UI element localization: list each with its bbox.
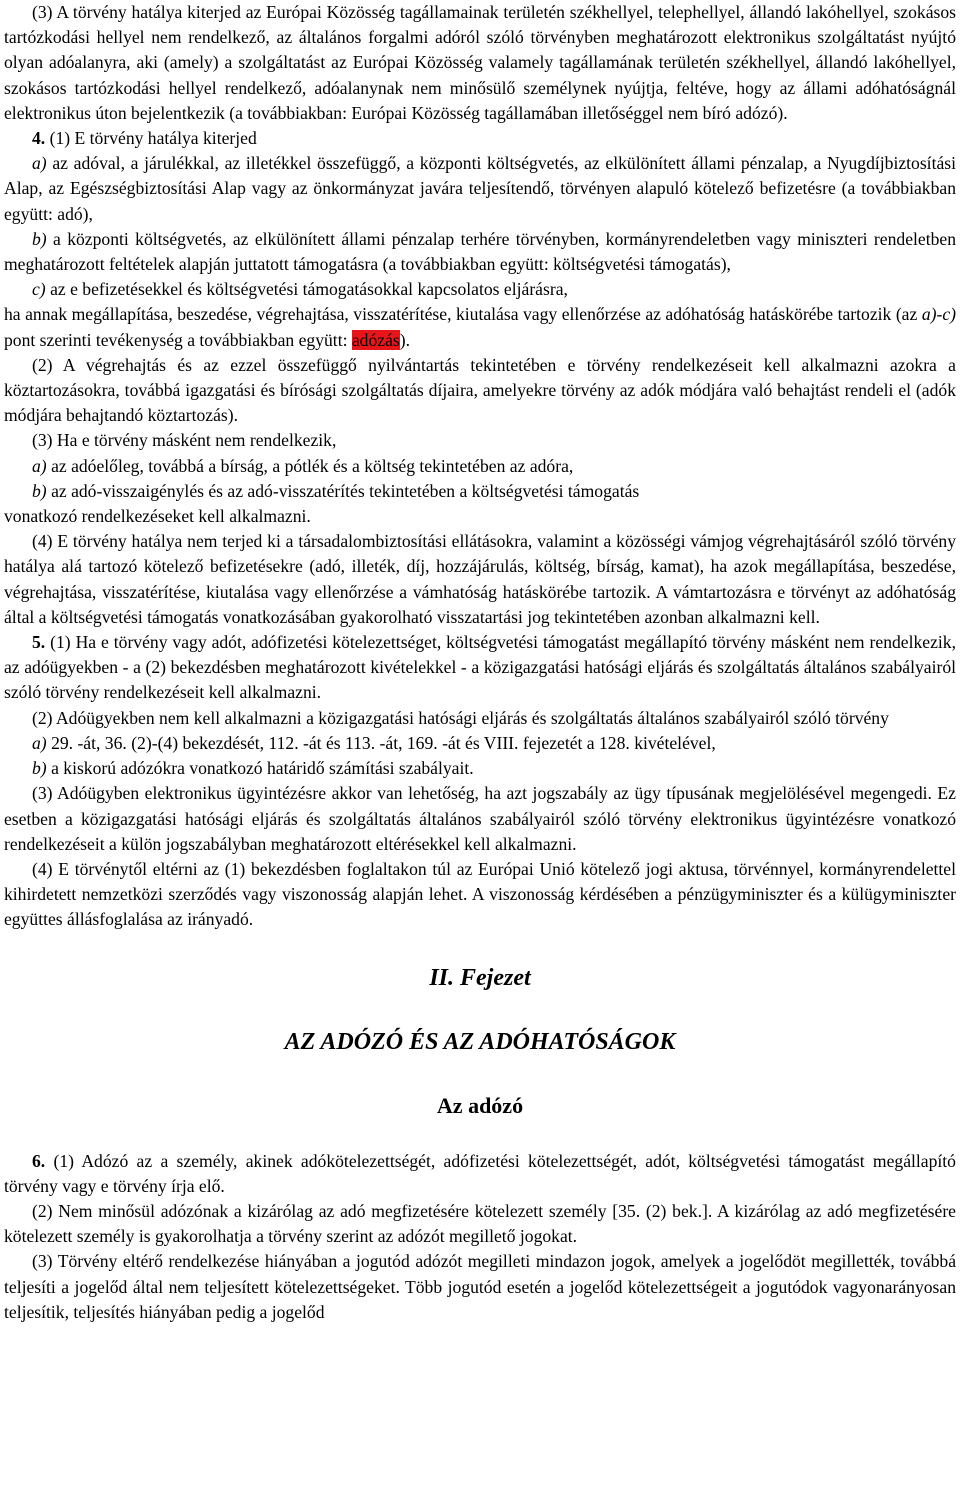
paragraph-s5-3: (3) Adóügyben elektronikus ügyintézésre akkor van lehetőség, ha azt jogszabály az ügy típusának megjelölésével megengedi. Ez esetben a közigazgatási hatósági eljárás és szolgáltatás általános szabályairól szóló törvény elektronikus ügyintézésre vonatkozó rendelkezéseit a külön jogszabályban meghatározott eltérésekkel kell alkalmazni. [4, 783, 956, 854]
section-number: 5. [32, 632, 46, 653]
paragraph-s5-4: (4) E törvénytől eltérni az (1) bekezdésben foglaltakon túl az Európai Unió kötelező jogi aktusa, törvénnyel, kormányrendelettel kihirdetett nemzetközi szerződés vagy viszonosság alapján lehet. A viszonosság kérdésében a pénzügyminiszter és a külügyminiszter együttes állásfoglalása az irányadó. [4, 858, 956, 930]
section-heading: Az adózó [436, 1092, 524, 1118]
chapter-heading: II. Fejezet [429, 964, 531, 991]
paragraph-s6-2: (2) Nem minősül adózónak a kizárólag az adó megfizetésére kötelezett személy [35. (2) bek.]. A kizárólag az adó megfizetésére kötelezett személy is gyakorolhatja a törvény szerint az adózót megillető jogokat. [4, 1200, 956, 1247]
text: (1) Adózó az a személy, akinek adókötelezettségét, adófizetési kötelezettségét, adót, költségvetési támogatást megállapító törvény vagy e törvény írja elő. [4, 1150, 956, 1196]
item-s4-3b [4, 479, 956, 504]
paragraph-s6-1 [4, 1149, 956, 1199]
item-label: b) [32, 758, 47, 779]
section-number: 4. [32, 128, 46, 149]
item-ref: a)-c) [921, 304, 956, 325]
text: az e befizetésekkel és költségvetési támogatásokkal kapcsolatos eljárásra, [50, 279, 568, 300]
text: ha annak megállapítása, beszedése, végrehajtása, visszatérítése, kiutalása vagy ellenőrzése az adóhatóság hatáskörébe tartozik (az [4, 304, 922, 325]
text: a kiskorú adózókra vonatkozó határidő számítási szabályait. [51, 758, 474, 779]
item-label: b) [32, 480, 47, 501]
paragraph-s4-closing [4, 302, 956, 352]
search-highlight: adózás [351, 329, 400, 350]
paragraph-s4-4: (4) E törvény hatálya nem terjed ki a társadalombiztosítási ellátásokra, valamint a közösségi vámjog végrehajtásáról szóló törvény hatálya alá tartozó kötelező befizetésekre (adó, illeték, díj, hozzájárulás, költség, bírság, kamat), ha azok megállapítása, beszedése, végrehajtása, visszatérítése, kiutalása vagy ellenőrzése a vámhatóság hatáskörébe tartozik. A vámtartozásra e törvényt az adóhatóság által a költségvetési támogatás vonatkozásában gyakorolható visszatartási jog tekintetében azonban alkalmazni kell. [4, 531, 956, 627]
chapter-title: AZ ADÓZÓ ÉS AZ ADÓHATÓSÁGOK [284, 1028, 676, 1055]
text: az adóelőleg, továbbá a bírság, a pótlék és a költség tekintetében az adóra, [51, 455, 574, 476]
paragraph-s4-3-closing: vonatkozó rendelkezéseket kell alkalmazni. [4, 506, 311, 527]
text: (1) E törvény hatálya kiterjed [49, 128, 257, 149]
item-s5-a [4, 731, 956, 756]
paragraph-s4-2: (2) A végrehajtás és az ezzel összefüggő nyilvántartás tekintetében e törvény rendelkezéseit kell alkalmazni azokra a köztartozásokra, továbbá igazgatási és bírósági szolgáltatás díjaira, amelyekre törvény az adók módjára való behajtást rendeli el (adók módjára behajtandó köztartozás). [4, 354, 956, 426]
paragraph-s5-1 [4, 630, 956, 706]
item-label: a) [32, 153, 47, 174]
item-label: a) [32, 732, 47, 753]
text: az adó-visszaigénylés és az adó-visszatérítés tekintetében a költségvetési támogatás [51, 480, 640, 501]
item-s4-a [4, 151, 956, 227]
item-s4-b [4, 227, 956, 277]
paragraph-s3-3: (3) A törvény hatálya kiterjed az Európai Közösség tagállamainak területén székhellyel, telephellyel, állandó lakóhellyel, szokásos tartózkodási hellyel nem rendelkező, az általános forgalmi adóról szóló törvényben meghatározott elektronikus szolgáltatást nyújtó olyan adóalanyra, aki (amely) a szolgáltatást az Európai Közösség valamely tagállamának területén székhellyel, állandó lakóhellyel, szokásos tartózkodási hellyel rendelkező, adóalanynak nem minősülő személynek nyújtja, feltéve, hogy az állami adóhatóságnál elektronikus úton bejelentkezik (a továbbiakban: Európai Közösség tagállamában illetőséggel nem bíró adózó). [4, 2, 956, 123]
text: (1) Ha e törvény vagy adót, adófizetési kötelezettséget, költségvetési támogatást megállapító törvény másként nem rendelkezik, az adóügyekben - a (2) bekezdésben meghatározott kivételekkel - a közigazgatási hatósági eljárás és szolgáltatás általános szabályairól szóló törvény rendelkezéseit kell alkalmazni. [4, 632, 956, 703]
item-s5-b [4, 756, 956, 781]
item-label: c) [32, 279, 46, 300]
text: a központi költségvetés, az elkülönített állami pénzalap terhére törvényben, kormányrendeletben vagy miniszteri rendeletben meghatározott feltételek alapján juttatott támogatásra (a továbbiakban együtt: költségvetési támogatás), [4, 228, 956, 275]
text: az adóval, a járulékkal, az illetékkel összefüggő, a központi költségvetés, az elkülönített állami pénzalap, a Nyugdíjbiztosítási Alap, az Egészségbiztosítási Alap vagy az önkormányzat javára teljesítendő, törvényen alapuló kötelező befizetésre (a továbbiakban együtt: adó), [4, 153, 956, 224]
paragraph-s4-1 [4, 126, 956, 151]
item-label: b) [32, 228, 47, 249]
item-s4-3a [4, 454, 956, 479]
text: 29. -át, 36. (2)-(4) bekezdését, 112. -át és 113. -át, 169. -át és VIII. fejezetét a 128. kivételével, [51, 732, 716, 753]
paragraph-s6-3: (3) Törvény eltérő rendelkezése hiányában a jogutód adózót megilleti mindazon jogok, amelyek a jogelődöt megillették, továbbá teljesíti a jogelőd által nem teljesített kötelezettségeket. Több jogutód esetén a jogelőd kötelezettségeit a jogutódok vagyonarányosan teljesítik, teljesítés hiányában pedig a jogelőd [4, 1251, 956, 1322]
document-page [4, 0, 956, 1325]
text: ). [399, 329, 411, 350]
section-number: 6. [32, 1150, 46, 1171]
paragraph-s4-3: (3) Ha e törvény másként nem rendelkezik, [32, 430, 337, 451]
item-label: a) [32, 455, 47, 476]
paragraph-s5-2: (2) Adóügyekben nem kell alkalmazni a közigazgatási hatósági eljárás és szolgáltatás általános szabályairól szóló törvény [32, 707, 889, 728]
text: pont szerinti tevékenység a továbbiakban együtt: [4, 329, 352, 350]
item-s4-c [4, 277, 956, 302]
